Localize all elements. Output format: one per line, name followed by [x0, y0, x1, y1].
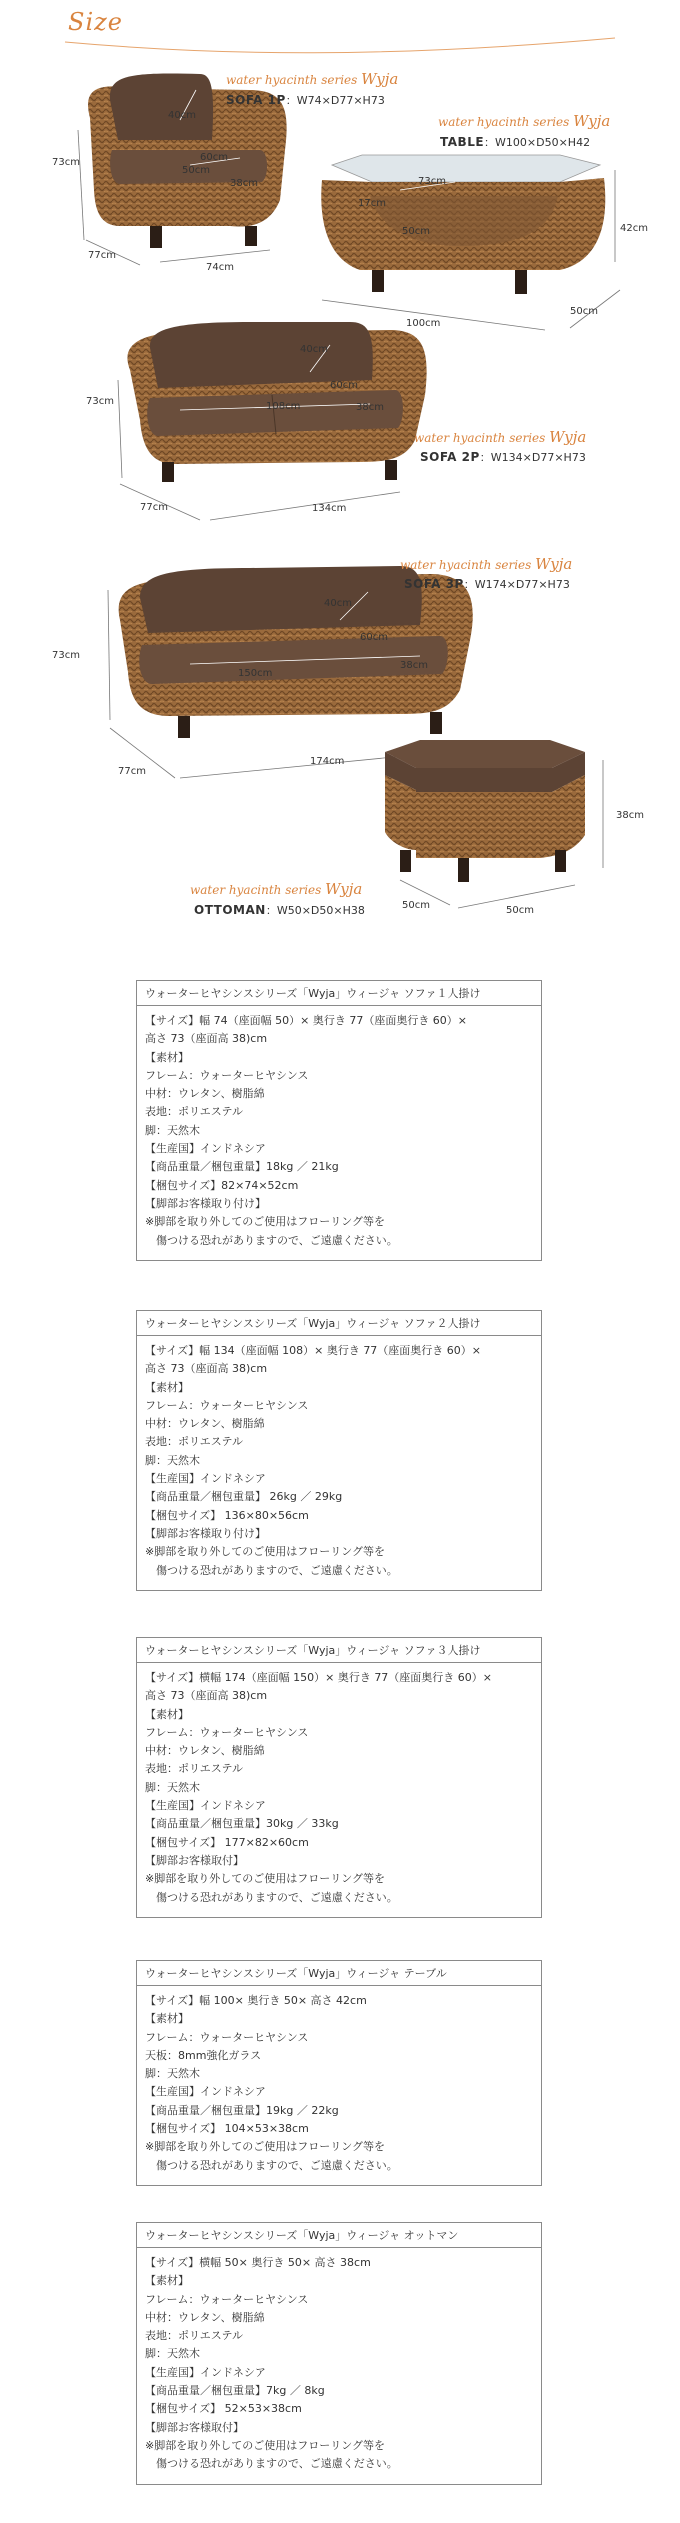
sofa-1p-seat-width: 50cm [182, 165, 210, 176]
spec-line: 【素材】 [145, 2274, 189, 2288]
spec-line: 脚：天然木 [145, 2347, 200, 2361]
spec-line: 脚：天然木 [145, 1453, 200, 1467]
sofa-1p-height: 73cm [52, 157, 80, 168]
spec-line: 【梱包サイズ】82×74×52cm [145, 1178, 299, 1192]
spec-line: 【生産国】インドネシア [145, 1142, 266, 1156]
spec-line: 表地：ポリエステル [145, 1435, 244, 1449]
spec-line: 傷つける恐れがありますので、ご遠慮ください。 [145, 1563, 398, 1577]
spec-line: フレーム：ウォーターヒヤシンス [145, 1725, 309, 1739]
sofa-1p-width: 74cm [206, 262, 234, 273]
spec-line: 中材：ウレタン、樹脂綿 [145, 1417, 265, 1431]
spec-line: 【生産国】インドネシア [145, 1799, 266, 1813]
table-depth: 50cm [570, 306, 598, 317]
table-top-label: 73cm [418, 176, 446, 187]
spec-line: 高さ 73（座面高 38)cm [145, 1362, 268, 1376]
table-illustration [321, 155, 620, 330]
sofa-2p-seat-width: 108cm [266, 401, 301, 412]
spec-title: ウォーターヒヤシンスシリーズ「Wyja」ウィージャ オットマン [137, 2223, 541, 2248]
sofa-2p-back-height: 40cm [300, 344, 328, 355]
spec-line: 脚：天然木 [145, 2067, 200, 2081]
spec-body [137, 1663, 541, 1917]
spec-body [137, 1986, 541, 2185]
sofa-3p-seat-height: 38cm [400, 660, 428, 671]
spec-line: 高さ 73（座面高 38)cm [145, 1032, 268, 1046]
sofa-3p-back-height: 40cm [324, 598, 352, 609]
spec-line: 【脚部お客様取り付け】 [145, 1526, 266, 1540]
spec-line: 【サイズ】横幅 50× 奥行き 50× 高さ 38cm [145, 2256, 371, 2269]
sofa-2p-width: 134cm [312, 503, 347, 514]
ottoman-height: 38cm [616, 810, 644, 821]
sofa-3p-series: water hyacinth series Wyja [400, 555, 573, 573]
spec-line: 【サイズ】幅 134（座面幅 108）× 奥行き 77（座面奥行き 60）× [145, 1344, 482, 1357]
sofa-2p-series: water hyacinth series Wyja [414, 428, 587, 446]
spec-line: 【梱包サイズ】 104×53×38cm [145, 2122, 309, 2136]
spec-line: 脚：天然木 [145, 1123, 200, 1137]
spec-line: 傷つける恐れがありますので、ご遠慮ください。 [145, 1890, 398, 1904]
table-inner-label: 50cm [402, 226, 430, 237]
spec-box-table [136, 1960, 542, 2186]
ottoman-illustration [385, 740, 603, 908]
spec-line: 【生産国】インドネシア [145, 2365, 266, 2379]
spec-line: 表地：ポリエステル [145, 1105, 244, 1119]
spec-line: 【商品重量／梱包重量】 26kg ／ 29kg [145, 1490, 343, 1504]
spec-title: ウォーターヒヤシンスシリーズ「Wyja」ウィージャ ソファ１人掛け [137, 981, 541, 1006]
spec-line: 中材：ウレタン、樹脂綿 [145, 1744, 265, 1758]
spec-line: 傷つける恐れがありますので、ご遠慮ください。 [145, 1233, 398, 1247]
sofa-3p-seat-depth: 60cm [360, 632, 388, 643]
spec-line: 【生産国】インドネシア [145, 2085, 266, 2099]
table-height: 42cm [620, 223, 648, 234]
spec-line: ※脚部を取り外してのご使用はフローリング等を [145, 1872, 385, 1886]
spec-body [137, 2248, 541, 2484]
spec-line: 表地：ポリエステル [145, 2329, 244, 2343]
spec-line: 【素材】 [145, 1707, 189, 1721]
sofa-3p-seat-width: 150cm [238, 668, 273, 679]
spec-line: 天板：8mm強化ガラス [145, 2048, 262, 2062]
spec-line: 【商品重量／梱包重量】19kg ／ 22kg [145, 2103, 339, 2117]
spec-line: 【梱包サイズ】 177×82×60cm [145, 1835, 309, 1849]
spec-line: 【商品重量／梱包重量】30kg ／ 33kg [145, 1817, 339, 1831]
spec-line: 【梱包サイズ】 136×80×56cm [145, 1508, 309, 1522]
sofa-2p-depth: 77cm [140, 502, 168, 513]
sofa-1p-depth: 77cm [88, 250, 116, 261]
spec-line: 【サイズ】横幅 174（座面幅 150）× 奥行き 77（座面奥行き 60）× [145, 1671, 493, 1684]
sofa-2p-height: 73cm [86, 396, 114, 407]
spec-line: 【商品重量／梱包重量】7kg ／ 8kg [145, 2384, 325, 2398]
spec-line: 【商品重量／梱包重量】18kg ／ 21kg [145, 1160, 339, 1174]
spec-line: 【素材】 [145, 1380, 189, 1394]
spec-body [137, 1006, 541, 1260]
spec-title: ウォーターヒヤシンスシリーズ「Wyja」ウィージャ ソファ２人掛け [137, 1311, 541, 1336]
spec-line: 中材：ウレタン、樹脂綿 [145, 1087, 265, 1101]
spec-line: 傷つける恐れがありますので、ご遠慮ください。 [145, 2158, 398, 2172]
spec-line: フレーム：ウォーターヒヤシンス [145, 2292, 309, 2306]
spec-line: 【脚部お客様取り付け】 [145, 1196, 266, 1210]
sofa-3p-height: 73cm [52, 650, 80, 661]
table-model: TABLE：W100×D50×H42 [440, 135, 591, 149]
spec-line: ※脚部を取り外してのご使用はフローリング等を [145, 2438, 385, 2452]
spec-line: 傷つける恐れがありますので、ご遠慮ください。 [145, 2457, 398, 2471]
spec-box-ottoman [136, 2222, 542, 2485]
sofa-1p-seat-depth: 60cm [200, 152, 228, 163]
ottoman-depth: 50cm [402, 900, 430, 911]
spec-line: ※脚部を取り外してのご使用はフローリング等を [145, 1215, 385, 1229]
sofa-3p-width: 174cm [310, 756, 345, 767]
spec-line: 脚：天然木 [145, 1780, 200, 1794]
sofa-2p-illustration [118, 322, 427, 520]
ottoman-width: 50cm [506, 905, 534, 916]
sofa-3p-model: SOFA 3P：W174×D77×H73 [404, 577, 570, 591]
spec-line: ※脚部を取り外してのご使用はフローリング等を [145, 2140, 385, 2154]
table-width: 100cm [406, 318, 441, 329]
spec-line: 【素材】 [145, 2012, 189, 2026]
spec-line: 【梱包サイズ】 52×53×38cm [145, 2402, 302, 2416]
sofa-2p-seat-depth: 60cm [330, 380, 358, 391]
sofa-1p-seat-height: 38cm [230, 178, 258, 189]
spec-box-sofa-3p [136, 1637, 542, 1918]
spec-line: 【生産国】インドネシア [145, 1472, 266, 1486]
ottoman-series: water hyacinth series Wyja [190, 880, 363, 898]
spec-line: 【サイズ】幅 100× 奥行き 50× 高さ 42cm [145, 1994, 367, 2007]
size-heading: Size [68, 8, 123, 36]
spec-line: 【素材】 [145, 1050, 189, 1064]
spec-line: 表地：ポリエステル [145, 1762, 244, 1776]
spec-line: ※脚部を取り外してのご使用はフローリング等を [145, 1545, 385, 1559]
spec-title: ウォーターヒヤシンスシリーズ「Wyja」ウィージャ テーブル [137, 1961, 541, 1986]
table-series: water hyacinth series Wyja [438, 112, 611, 130]
sofa-2p-model: SOFA 2P：W134×D77×H73 [420, 450, 586, 464]
spec-line: 【脚部お客様取付】 [145, 1853, 244, 1867]
ottoman-model: OTTOMAN：W50×D50×H38 [194, 903, 365, 917]
spec-line: フレーム：ウォーターヒヤシンス [145, 1398, 309, 1412]
spec-box-sofa-2p [136, 1310, 542, 1591]
sofa-3p-depth: 77cm [118, 766, 146, 777]
table-side-label: 17cm [358, 198, 386, 209]
sofa-1p-model: SOFA 1P：W74×D77×H73 [226, 93, 385, 107]
spec-line: フレーム：ウォーターヒヤシンス [145, 2030, 309, 2044]
spec-body [137, 1336, 541, 1590]
sofa-1p-back-height: 40cm [168, 110, 196, 121]
spec-line: フレーム：ウォーターヒヤシンス [145, 1068, 309, 1082]
spec-box-sofa-1p [136, 980, 542, 1261]
spec-line: 中材：ウレタン、樹脂綿 [145, 2310, 265, 2324]
sofa-1p-series: water hyacinth series Wyja [226, 70, 399, 88]
spec-line: 【サイズ】幅 74（座面幅 50）× 奥行き 77（座面奥行き 60）× [145, 1014, 468, 1027]
spec-line: 【脚部お客様取付】 [145, 2420, 244, 2434]
spec-line: 高さ 73（座面高 38)cm [145, 1689, 268, 1703]
spec-title: ウォーターヒヤシンスシリーズ「Wyja」ウィージャ ソファ３人掛け [137, 1638, 541, 1663]
sofa-2p-seat-height: 38cm [356, 402, 384, 413]
